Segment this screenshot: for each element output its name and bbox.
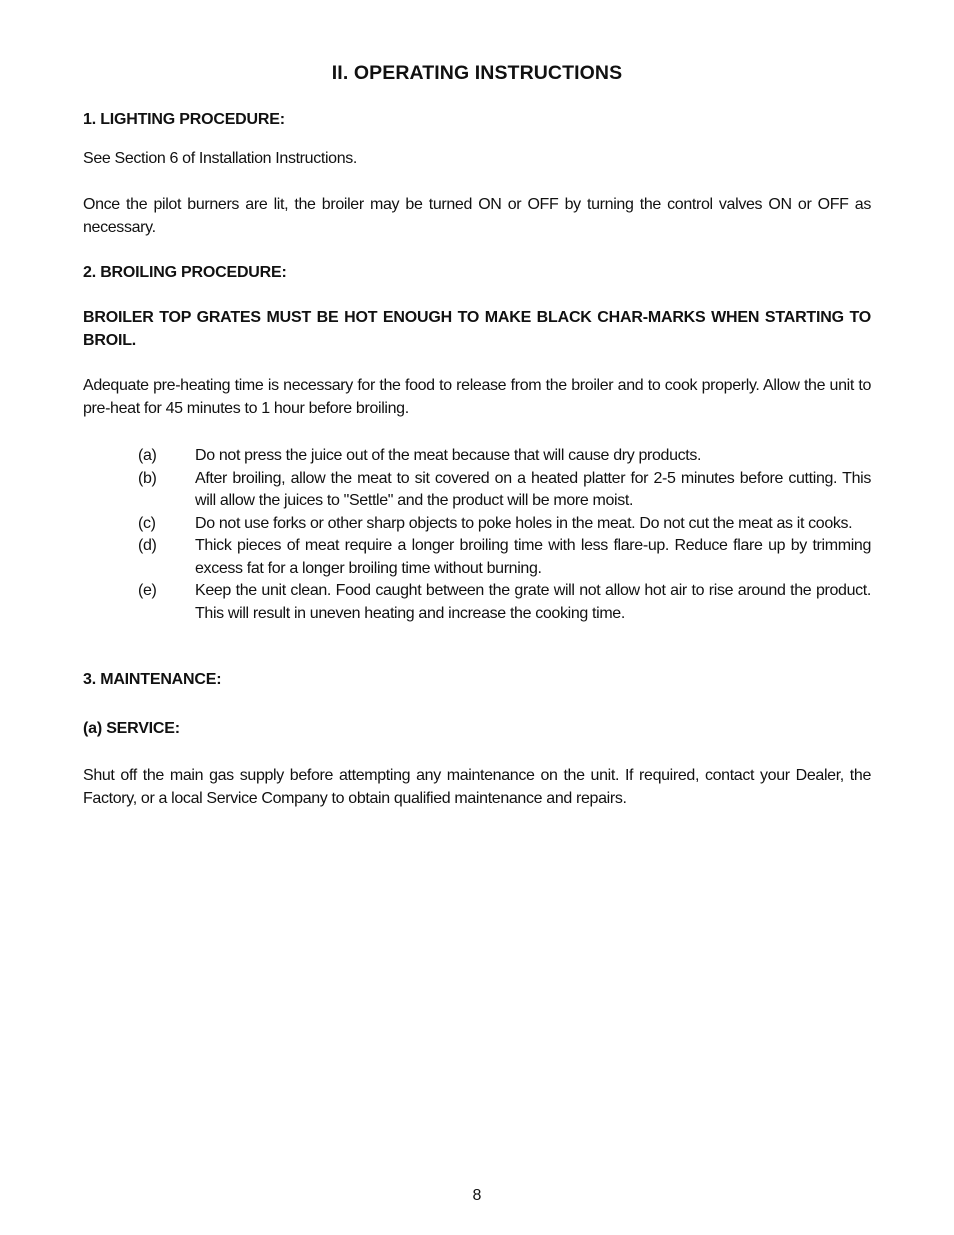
page-number: 8 [472, 1187, 482, 1204]
list-item [138, 580, 871, 625]
list-item-text: Do not use forks or other sharp objects to poke holes in the meat. Do not cut the meat as it cooks. [195, 514, 853, 532]
broiling-tips-list [138, 445, 871, 625]
lighting-paragraph-2: Once the pilot burners are lit, the broiler may be turned ON or OFF by turning the control valves ON or OFF as necessary. [83, 196, 871, 236]
list-marker: (c) [138, 514, 156, 532]
broiling-warning: BROILER TOP GRATES MUST BE HOT ENOUGH TO MAKE BLACK CHAR-MARKS WHEN STARTING TO BROIL. [83, 309, 871, 349]
page-title: II. OPERATING INSTRUCTIONS [331, 62, 623, 84]
service-subheading: (a) SERVICE: [83, 720, 180, 737]
broiling-paragraph: Adequate pre-heating time is necessary for the food to release from the broiler and to cook properly. Allow the unit to pre-heat for 45 minutes to 1 hour before broiling. [83, 377, 871, 417]
lighting-heading: 1. LIGHTING PROCEDURE: [83, 111, 285, 128]
broiling-heading: 2. BROILING PROCEDURE: [83, 264, 287, 281]
list-item [138, 468, 871, 513]
list-marker: (b) [138, 469, 157, 487]
list-item-text: After broiling, allow the meat to sit covered on a heated platter for 2-5 minutes before cutting. This will allow the juices to "Settle" and the product will be more moist. [195, 469, 871, 509]
maintenance-heading: 3. MAINTENANCE: [83, 671, 222, 688]
list-item-text: Do not press the juice out of the meat because that will cause dry products. [195, 447, 702, 464]
list-marker: (e) [138, 582, 157, 599]
list-item-text: Thick pieces of meat require a longer broiling time with less flare-up. Reduce flare up by trimming excess fat for a longer broiling time without burning. [195, 537, 871, 577]
list-item [138, 513, 871, 536]
lighting-paragraph-1: See Section 6 of Installation Instructions. [83, 150, 358, 167]
list-item [138, 445, 871, 468]
list-item-text: Keep the unit clean. Food caught between the grate will not allow hot air to rise around the product. This will result in uneven heating and increase the cooking time. [195, 582, 871, 622]
document-page [83, 0, 871, 1235]
list-marker: (d) [138, 537, 157, 554]
list-item [138, 535, 871, 580]
maintenance-paragraph: Shut off the main gas supply before attempting any maintenance on the unit. If required, contact your Dealer, the Factory, or a local Service Company to obtain qualified maintenance and repairs. [83, 767, 871, 807]
list-marker: (a) [138, 447, 157, 464]
